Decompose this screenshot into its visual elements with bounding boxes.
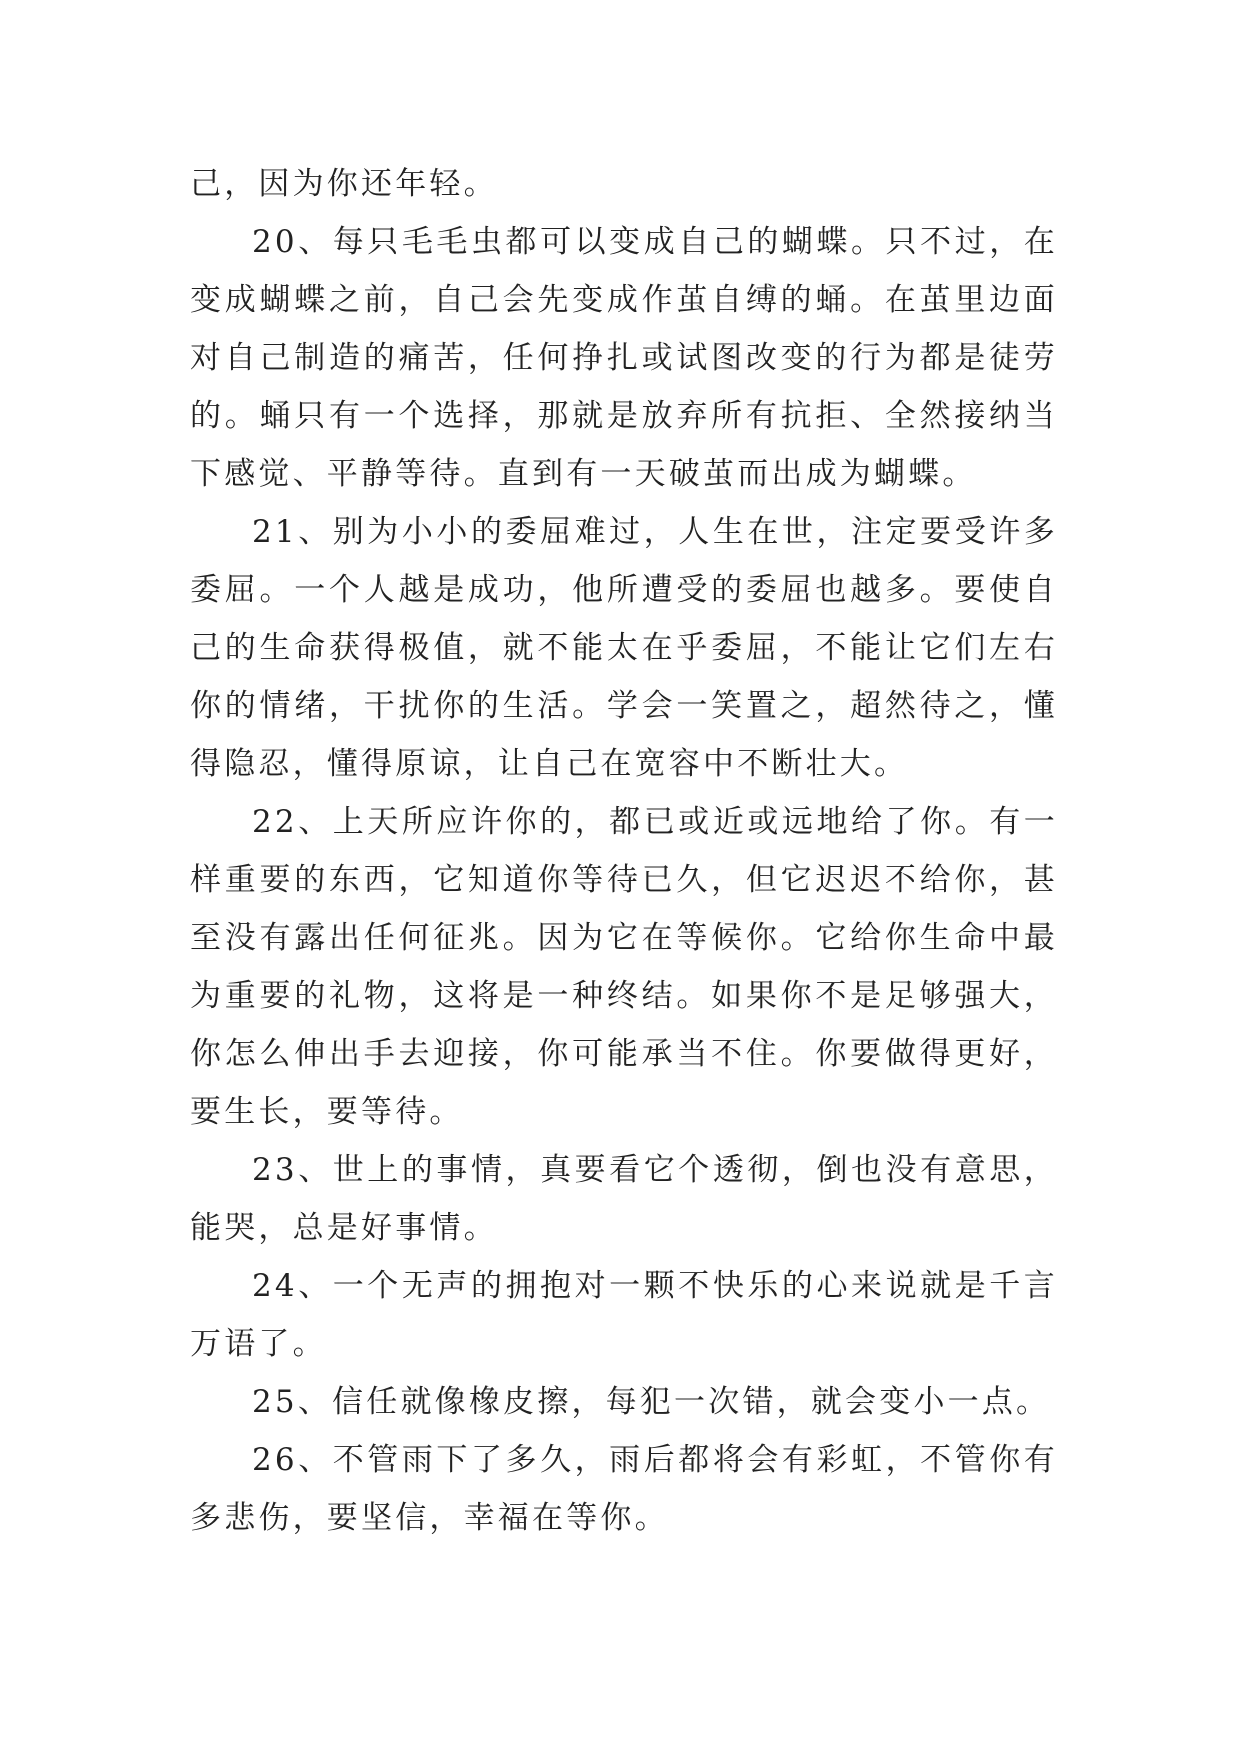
paragraph-25: 25、信任就像橡皮擦，每犯一次错，就会变小一点。 [252,1384,1051,1420]
paragraph-23: 23、世上的事情，真要看它个透彻，倒也没有意思，能哭，总是好事情。 [190,1152,1058,1246]
paragraph-22: 22、上天所应许你的，都已或近或远地给了你。有一样重要的东西，它知道你等待已久，但它迟迟不给你，甚至没有露出任何征兆。因为它在等候你。它给你生命中最为重要的礼物，这将是一种终结。如果你不是足够强大，你怎么伸出手去迎接，你可能承当不住。你要做得更好，要生长，要等待。 [190,804,1058,1130]
paragraph-21: 21、别为小小的委屈难过，人生在世，注定要受许多委屈。一个人越是成功，他所遭受的委屈也越多。要使自己的生命获得极值，就不能太在乎委屈，不能让它们左右你的情绪，干扰你的生活。学会一笑置之，超然待之，懂得隐忍，懂得原谅，让自己在宽容中不断壮大。 [190,514,1058,782]
paragraph-20: 20、每只毛毛虫都可以变成自己的蝴蝶。只不过，在变成蝴蝶之前，自己会先变成作茧自缚的蛹。在茧里边面对自己制造的痛苦，任何挣扎或试图改变的行为都是徒劳的。蛹只有一个选择，那就是放弃所有抗拒、全然接纳当下感觉、平静等待。直到有一天破茧而出成为蝴蝶。 [190,224,1058,492]
paragraph-24: 24、一个无声的拥抱对一颗不快乐的心来说就是千言万语了。 [190,1268,1058,1362]
document-body [190,155,1058,1547]
paragraph-26: 26、不管雨下了多久，雨后都将会有彩虹，不管你有多悲伤，要坚信，幸福在等你。 [190,1442,1058,1536]
continuation-text: 己，因为你还年轻。 [190,166,498,202]
